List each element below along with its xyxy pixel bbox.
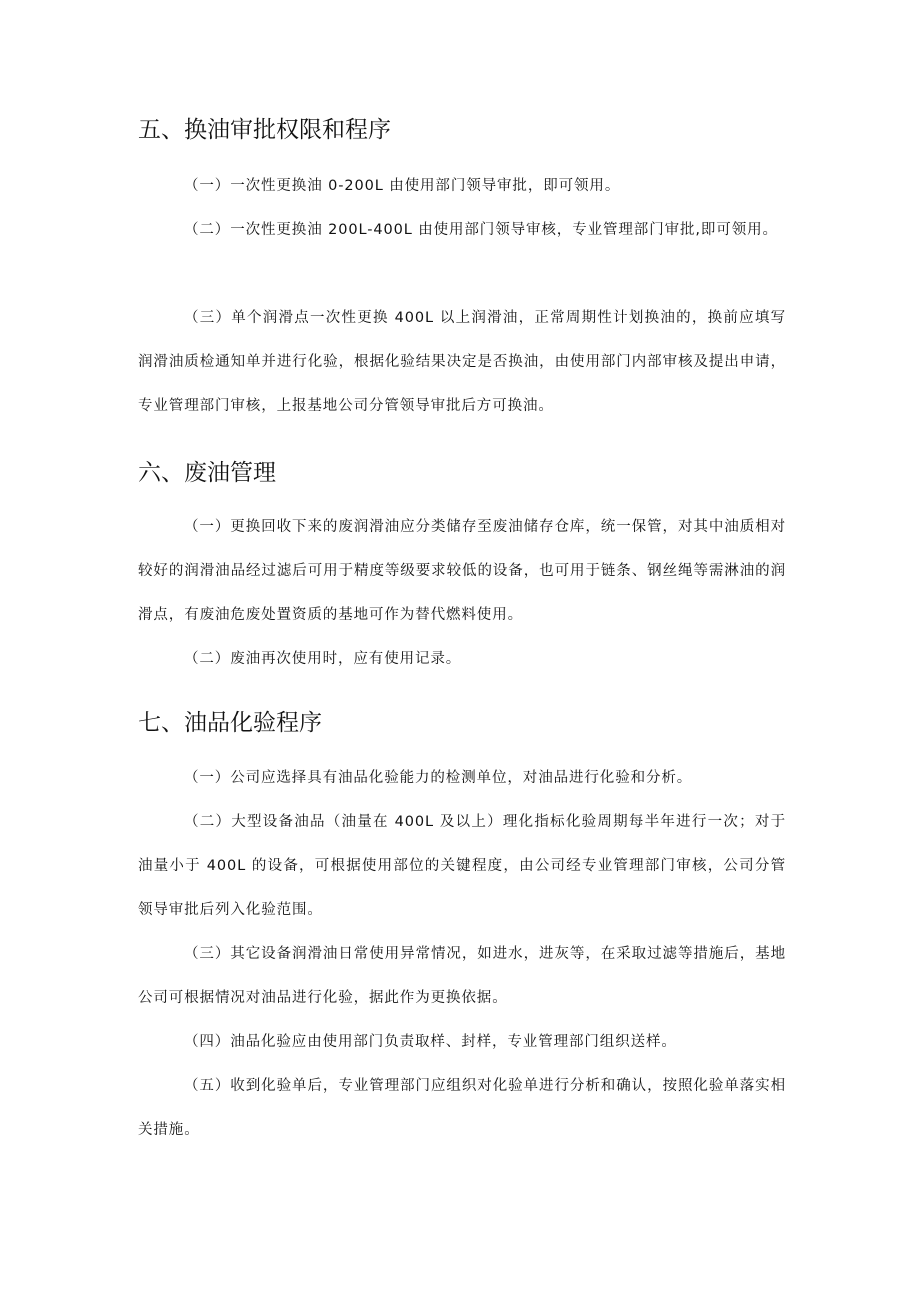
section-6-heading: 六、废油管理 [138,460,276,486]
section-7-paragraph-4: （四）油品化验应由使用部门负责取样、封样，专业管理部门组织送样。 [184,1034,677,1050]
section-7-paragraph-2: （二）大型设备油品（油量在 400L 及以上）理化指标化验周期每半年进行一次；对于油量小于 400L 的设备，可根据使用部位的关键程度，由公司经专业管理部门审核，公司分管领导审批后列入化验范围。 [138,814,786,918]
section-6-paragraph-2: （二）废油再次使用时，应有使用记录。 [184,651,462,667]
section-5-paragraph-2: （二）一次性更换油 200L-400L 由使用部门领导审核，专业管理部门审批,即可领用。 [184,222,778,238]
section-7-paragraph-3: （三）其它设备润滑油日常使用异常情况，如进水，进灰等，在采取过滤等措施后，基地公司可根据情况对油品进行化验，据此作为更换依据。 [138,946,786,1006]
section-5-heading: 五、换油审批权限和程序 [138,117,391,143]
section-6-paragraph-1: （一）更换回收下来的废润滑油应分类储存至废油储存仓库，统一保管，对其中油质相对较好的润滑油品经过滤后可用于精度等级要求较低的设备，也可用于链条、钢丝绳等需淋油的润滑点，有废油危废处置资质的基地可作为替代燃料使用。 [138,519,786,623]
section-7-paragraph-1: （一）公司应选择具有油品化验能力的检测单位，对油品进行化验和分析。 [184,770,693,786]
section-5-paragraph-3: （三）单个润滑点一次性更换 400L 以上润滑油，正常周期性计划换油的，换前应填写润滑油质检通知单并进行化验，根据化验结果决定是否换油，由使用部门内部审核及提出申请，专业管理部门审核，上报基地公司分管领导审批后方可换油。 [138,310,786,414]
section-7-paragraph-5: （五）收到化验单后，专业管理部门应组织对化验单进行分析和确认，按照化验单落实相关措施。 [138,1078,786,1138]
section-5-paragraph-1: （一）一次性更换油 0-200L 由使用部门领导审批，即可领用。 [184,178,621,194]
section-7-heading: 七、油品化验程序 [138,710,322,736]
